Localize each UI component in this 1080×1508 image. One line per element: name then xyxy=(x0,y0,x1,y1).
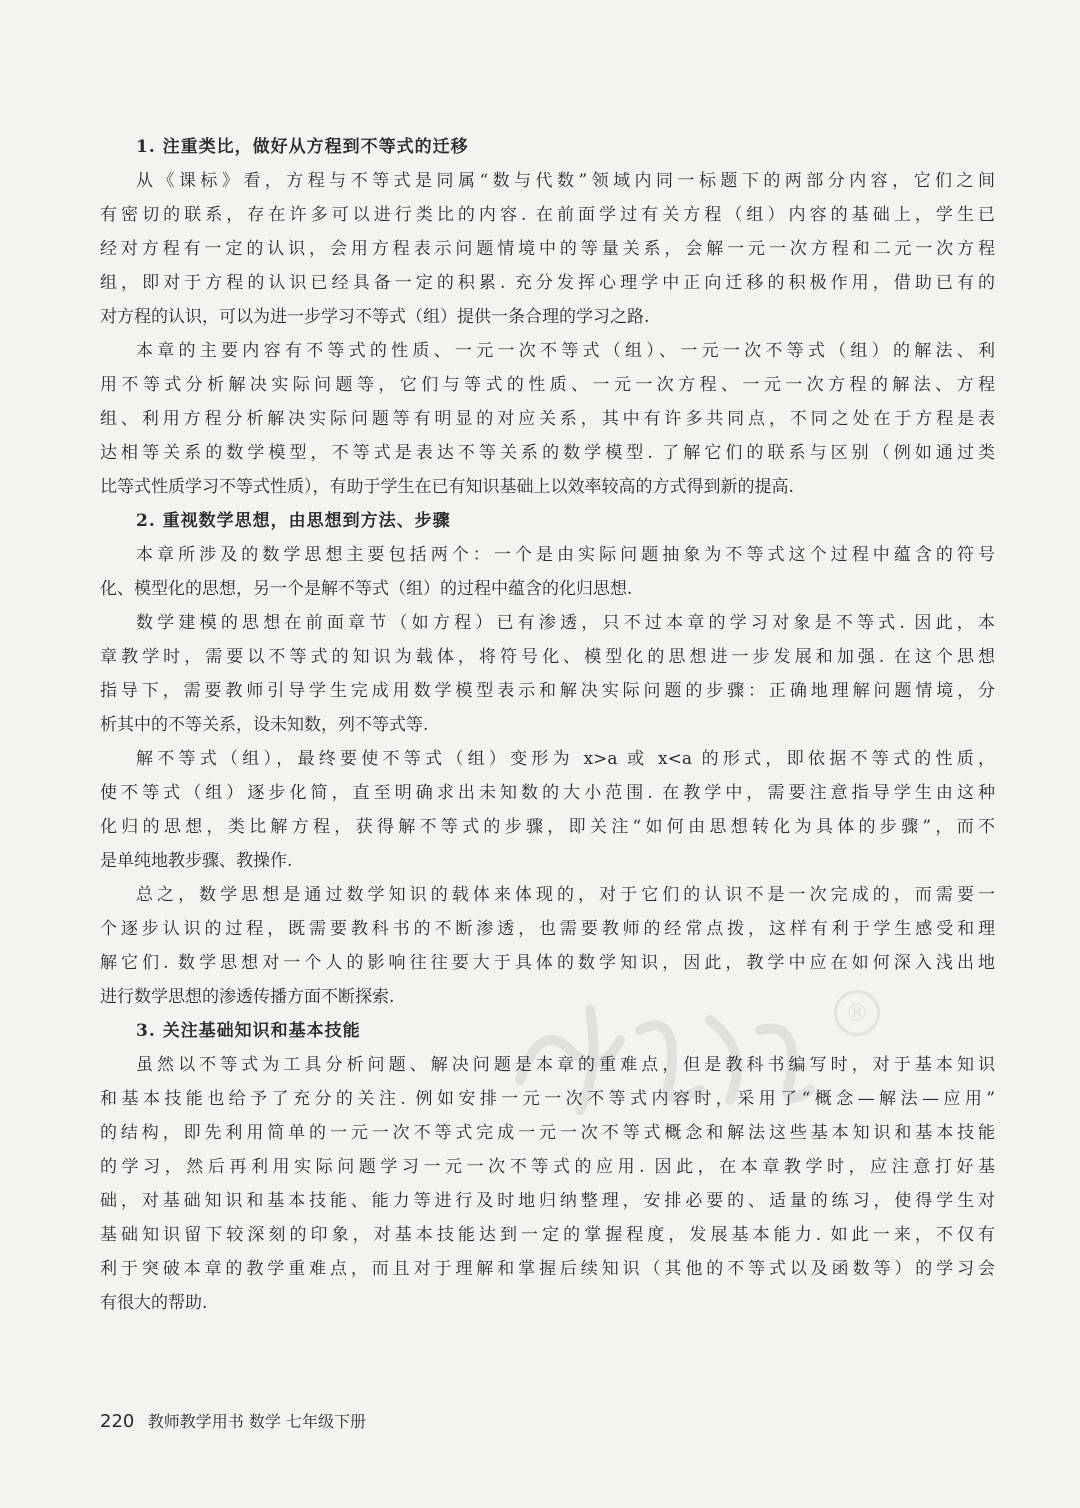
section-heading-2: 2. 重视数学思想，由思想到方法、步骤 xyxy=(136,511,451,531)
paragraph xyxy=(100,538,995,606)
section-heading-1: 1. 注重类比，做好从方程到不等式的迁移 xyxy=(136,137,469,157)
text-line: 指导下，需要教师引导学生完成用数学模型表示和解决实际问题的步骤：正确地理解问题情境，分 xyxy=(100,681,995,701)
paragraph xyxy=(100,742,995,878)
text-line: 利于突破本章的教学重难点，而且对于理解和掌握后续知识（其他的不等式以及函数等）的学习会 xyxy=(100,1259,995,1279)
text-line: 进行数学思想的渗透传播方面不断探索. xyxy=(100,987,395,1007)
text-line: 虽然以不等式为工具分析问题、解决问题是本章的重难点，但是教科书编写时，对于基本知识 xyxy=(136,1055,995,1075)
document-body xyxy=(100,130,995,1320)
text-line: 从《课标》看，方程与不等式是同属“数与代数”领域内同一标题下的两部分内容，它们之间 xyxy=(136,171,995,191)
text-line: 使不等式（组）逐步化简，直至明确求出未知数的大小范围. 在教学中，需要注意指导学生由这种 xyxy=(100,783,995,803)
text-line: 的学习，然后再利用实际问题学习一元一次不等式的应用. 因此，在本章教学时，应注意打好基 xyxy=(100,1157,995,1177)
text-line: 有密切的联系，存在许多可以进行类比的内容. 在前面学过有关方程（组）内容的基础上，学生已 xyxy=(100,205,995,225)
book-title: 教师教学用书 数学 七年级下册 xyxy=(147,1412,366,1431)
text-line: 基础知识留下较深刻的印象，对基本技能达到一定的掌握程度，发展基本能力. 如此一来，不仅有 xyxy=(100,1225,995,1245)
text-line: 解它们. 数学思想对一个人的影响往往要大于具体的数学知识，因此，教学中应在如何深入浅出地 xyxy=(100,953,995,973)
text-line: 析其中的不等关系，设未知数，列不等式等. xyxy=(100,715,429,735)
text-line: 个逐步认识的过程，既需要教科书的不断渗透，也需要教师的经常点拨，这样有利于学生感受和理 xyxy=(100,919,995,939)
text-line: 总之，数学思想是通过数学知识的载体来体现的，对于它们的认识不是一次完成的，而需要一 xyxy=(136,885,995,905)
text-line: 比等式性质学习不等式性质），有助于学生在已有知识基础上以效率较高的方式得到新的提高. xyxy=(100,477,794,497)
page-number: 220 xyxy=(100,1411,135,1432)
text-line: 有很大的帮助. xyxy=(100,1293,208,1313)
registered-mark: ® xyxy=(834,990,880,1036)
text-line: 数学建模的思想在前面章节（如方程）已有渗透，只不过本章的学习对象是不等式. 因此，本 xyxy=(136,613,995,633)
text-line: 础，对基础知识和基本技能、能力等进行及时地归纳整理，安排必要的、适量的练习，使得学生对 xyxy=(100,1191,995,1211)
paragraph xyxy=(100,878,995,1014)
text-line: 本章所涉及的数学思想主要包括两个：一个是由实际问题抽象为不等式这个过程中蕴含的符号 xyxy=(136,545,995,565)
text-line: 组，即对于方程的认识已经具备一定的积累. 充分发挥心理学中正向迁移的积极作用，借助已有的 xyxy=(100,273,995,293)
page-footer xyxy=(100,1410,366,1434)
text-line: 经对方程有一定的认识，会用方程表示问题情境中的等量关系，会解一元一次方程和二元一次方程 xyxy=(100,239,995,259)
text-line: 的结构，即先利用简单的一元一次不等式完成一元一次不等式概念和解法这些基本知识和基本技能 xyxy=(100,1123,995,1143)
paragraph xyxy=(100,164,995,334)
text-line: 本章的主要内容有不等式的性质、一元一次不等式（组）、一元一次不等式（组）的解法、利 xyxy=(136,341,995,361)
text-line: 和基本技能也给予了充分的关注. 例如安排一元一次不等式内容时，采用了“概念—解法—应用” xyxy=(100,1089,995,1109)
paragraph xyxy=(100,334,995,504)
paragraph xyxy=(100,1048,995,1320)
section-heading-3: 3. 关注基础知识和基本技能 xyxy=(136,1021,361,1041)
text-line: 章教学时，需要以不等式的知识为载体，将符号化、模型化的思想进一步发展和加强. 在这个思想 xyxy=(100,647,995,667)
text-line: 化归的思想，类比解方程，获得解不等式的步骤，即关注“如何由思想转化为具体的步骤”，而不 xyxy=(100,817,995,837)
text-line: 化、模型化的思想，另一个是解不等式（组）的过程中蕴含的化归思想. xyxy=(100,579,633,599)
text-line: 达相等关系的数学模型，不等式是表达不等关系的数学模型. 了解它们的联系与区别（例如通过类 xyxy=(100,443,995,463)
text-line: 组、利用方程分析解决实际问题等有明显的对应关系，其中有许多共同点，不同之处在于方程是表 xyxy=(100,409,995,429)
text-line: 是单纯地教步骤、教操作. xyxy=(100,851,293,871)
text-line: 对方程的认识，可以为进一步学习不等式（组）提供一条合理的学习之路. xyxy=(100,307,650,327)
text-line: 用不等式分析解决实际问题等，它们与等式的性质、一元一次方程、一元一次方程的解法、方程 xyxy=(100,375,995,395)
text-line: 解不等式（组），最终要使不等式（组）变形为 x>a 或 x<a 的形式，即依据不等式的性质， xyxy=(136,749,995,769)
paragraph xyxy=(100,606,995,742)
